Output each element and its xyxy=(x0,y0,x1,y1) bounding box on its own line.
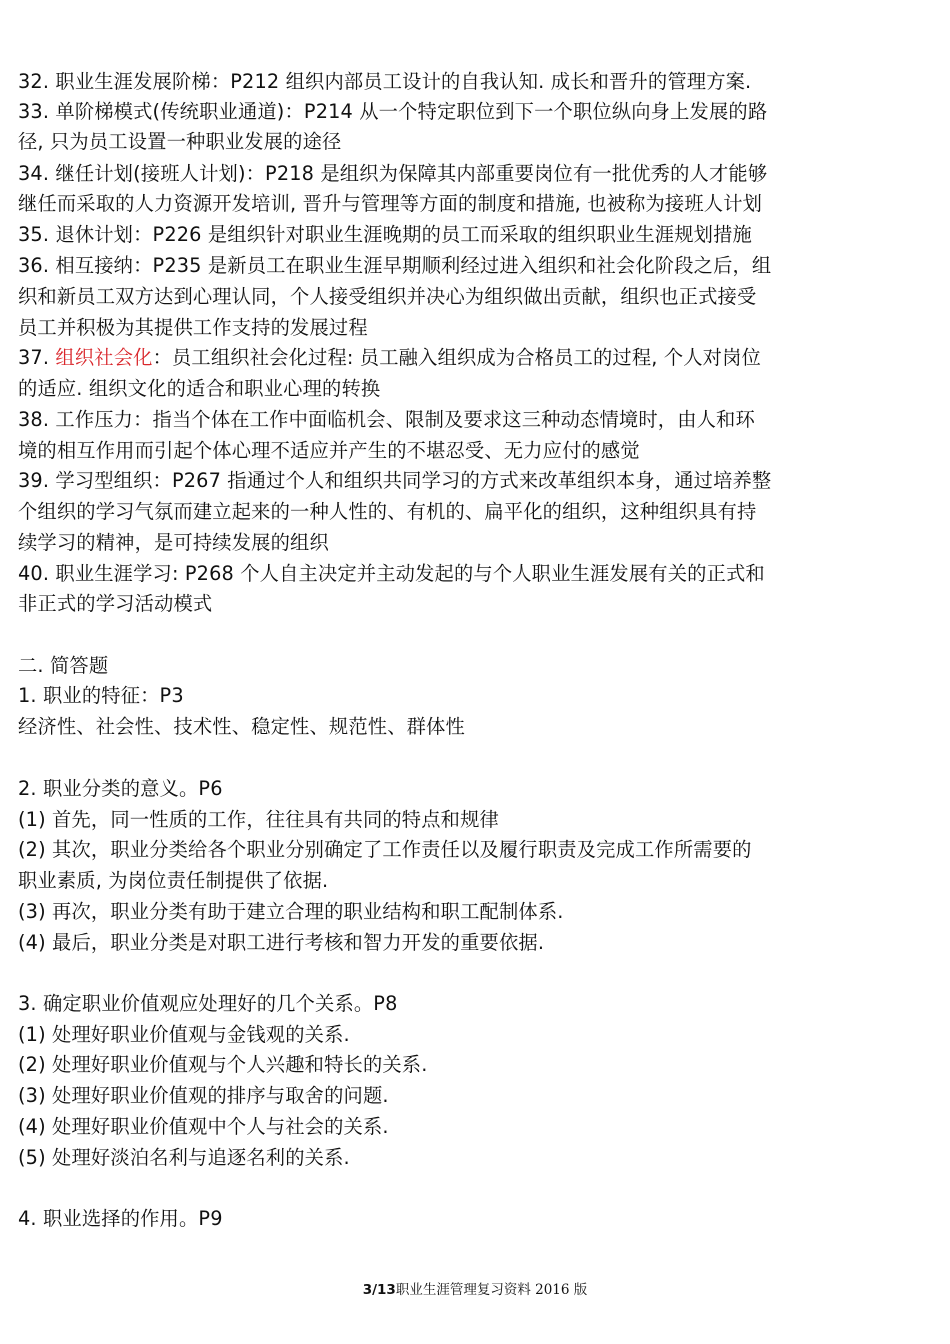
definition-37-text: ：员工组织社会化过程: 员工融入组织成为合格员工的过程, 个人对岗位 xyxy=(152,346,761,369)
definition-36: 36. 相互接纳：P235 是新员工在职业生涯早期顺利经过进入组织和社会化阶段之后，组 xyxy=(18,254,772,277)
definition-40-cont: 非正式的学习活动模式 xyxy=(18,592,213,615)
footer-title: 职业生涯管理复习资料 2016 版 xyxy=(395,1282,588,1298)
definition-35: 35. 退休计划：P226 是组织针对职业生涯晚期的员工而采取的组织职业生涯规划措施 xyxy=(18,223,752,246)
answer-2-item-2-cont: 职业素质, 为岗位责任制提供了依据. xyxy=(18,869,329,892)
answer-2-item-4: (4) 最后，职业分类是对职工进行考核和智力开发的重要依据. xyxy=(18,931,545,954)
definition-36-cont: 织和新员工双方达到心理认同，个人接受组织并决心为组织做出贡献，组织也正式接受 xyxy=(18,285,757,308)
question-1: 1. 职业的特征：P3 xyxy=(18,684,184,707)
definition-39-cont: 个组织的学习气氛而建立起来的一种人性的、有机的、扁平化的组织，这种组织具有持 xyxy=(18,500,757,523)
definition-37 xyxy=(18,346,761,370)
definition-34-cont: 继任而采取的人力资源开发培训, 晋升与管理等方面的制度和措施, 也被称为接班人计划 xyxy=(18,192,763,215)
answer-2-item-3: (3) 再次，职业分类有助于建立合理的职业结构和职工配制体系. xyxy=(18,900,564,923)
definition-39-cont2: 续学习的精神，是可持续发展的组织 xyxy=(18,531,329,554)
definition-34: 34. 继任计划(接班人计划)：P218 是组织为保障其内部重要岗位有一批优秀的人才能够 xyxy=(18,162,768,185)
definition-37-cont: 的适应. 组织文化的适合和职业心理的转换 xyxy=(18,377,381,400)
answer-2-item-1: (1) 首先，同一性质的工作，往往具有共同的特点和规律 xyxy=(18,808,499,831)
definition-38: 38. 工作压力：指当个体在工作中面临机会、限制及要求这三种动态情境时，由人和环 xyxy=(18,408,755,431)
answer-3-item-1: (1) 处理好职业价值观与金钱观的关系. xyxy=(18,1023,350,1046)
definition-37-number: 37. xyxy=(18,346,56,369)
answer-1: 经济性、社会性、技术性、稳定性、规范性、群体性 xyxy=(18,715,465,738)
definition-33-cont: 径, 只为员工设置一种职业发展的途径 xyxy=(18,130,342,153)
definition-38-cont: 境的相互作用而引起个体心理不适应并产生的不堪忍受、无力应付的感觉 xyxy=(18,439,640,462)
answer-3-item-5: (5) 处理好淡泊名利与追逐名利的关系. xyxy=(18,1146,350,1169)
question-2: 2. 职业分类的意义。P6 xyxy=(18,777,223,800)
page-number: 3/13 xyxy=(362,1282,396,1298)
answer-3-item-4: (4) 处理好职业价值观中个人与社会的关系. xyxy=(18,1115,389,1138)
definition-40: 40. 职业生涯学习: P268 个人自主决定并主动发起的与个人职业生涯发展有关的正式和 xyxy=(18,562,765,585)
definition-39: 39. 学习型组织：P267 指通过个人和组织共同学习的方式来改革组织本身，通过培养整 xyxy=(18,469,772,492)
page-footer xyxy=(0,1281,950,1299)
question-4: 4. 职业选择的作用。P9 xyxy=(18,1207,223,1230)
definition-33: 33. 单阶梯模式(传统职业通道)：P214 从一个特定职位到下一个职位纵向身上发展的路 xyxy=(18,100,768,123)
definition-37-term: 组织社会化 xyxy=(55,346,153,369)
definition-36-cont2: 员工并积极为其提供工作支持的发展过程 xyxy=(18,316,368,339)
answer-2-item-2: (2) 其次，职业分类给各个职业分别确定了工作责任以及履行职责及完成工作所需要的 xyxy=(18,838,752,861)
section-heading: 二. 简答题 xyxy=(18,654,109,677)
question-3: 3. 确定职业价值观应处理好的几个关系。P8 xyxy=(18,992,398,1015)
definition-32: 32. 职业生涯发展阶梯：P212 组织内部员工设计的自我认知. 成长和晋升的管理方案. xyxy=(18,70,752,93)
answer-3-item-3: (3) 处理好职业价值观的排序与取舍的问题. xyxy=(18,1084,389,1107)
answer-3-item-2: (2) 处理好职业价值观与个人兴趣和特长的关系. xyxy=(18,1053,428,1076)
